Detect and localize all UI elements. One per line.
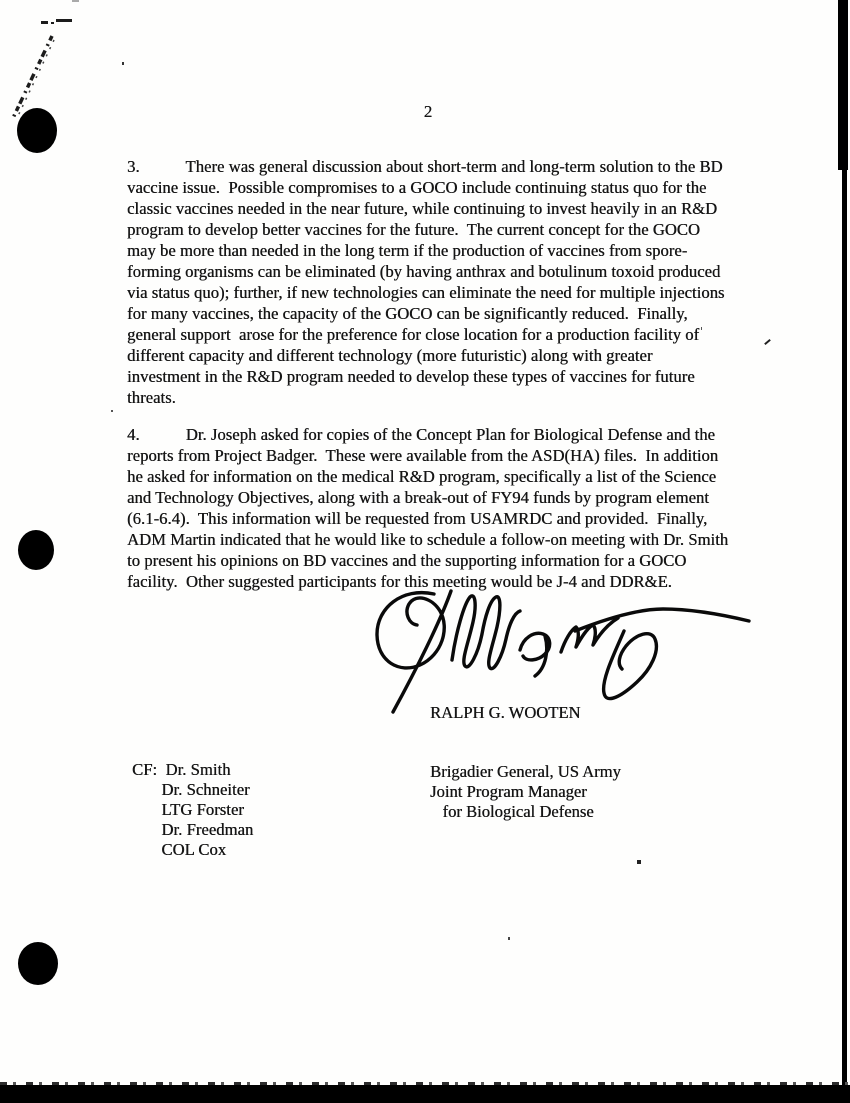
- text-line: different capacity and different technology (more futuristic) along with greater: [127, 346, 653, 365]
- text-line: classic vaccines needed in the near future, while continuing to invest heavily in an R&D: [127, 199, 718, 218]
- text-line: facility. Other suggested participants for this meeting would be J-4 and DDR&E.: [127, 572, 672, 591]
- stray-speck: [122, 62, 124, 65]
- text-line: Brigadier General, US Army: [430, 761, 621, 781]
- text-line: vaccine issue. Possible compromises to a GOCO include continuing status quo for the: [127, 178, 707, 197]
- text-line: forming organisms can be eliminated (by having anthrax and botulinum toxoid produced: [127, 262, 721, 281]
- stray-speck: [72, 0, 79, 2]
- text-line: he asked for information on the medical R&D program, specifically a list of the Science: [127, 467, 717, 486]
- text-line: may be more than needed in the long term if the production of vaccines from spore-: [127, 241, 688, 260]
- text-line: for many vaccines, the capacity of the GOCO can be significantly reduced. Finally,: [127, 304, 688, 323]
- text-line: and Technology Objectives, along with a break-out of FY94 funds by program element: [127, 488, 709, 507]
- signature-block: [430, 663, 621, 861]
- stray-dash-mark: [41, 21, 48, 24]
- text-line: reports from Project Badger. These were available from the ASD(HA) files. In addition: [127, 446, 719, 465]
- stray-tick-mark: [764, 339, 771, 345]
- text-line: for Biological Defense: [430, 801, 594, 821]
- text-line: investment in the R&D program needed to develop these types of vaccines for future: [127, 367, 695, 386]
- text-line: Dr. Schneiter: [132, 780, 250, 799]
- page-number: 2: [423, 102, 433, 121]
- text-line: via status quo); further, if new technologies can eliminate the need for multiple injections: [127, 283, 725, 302]
- stray-dash-mark: [51, 22, 54, 24]
- stray-speck: [111, 410, 113, 412]
- hole-punch-mark-top: [17, 108, 57, 153]
- scanner-edge-bar-right-top: [838, 0, 848, 170]
- stray-speck: [637, 860, 641, 864]
- signer-name: RALPH G. WOOTEN: [430, 702, 581, 722]
- hole-punch-mark-bottom: [18, 942, 58, 985]
- text-line: (6.1-6.4). This information will be requested from USAMRDC and provided. Finally,: [127, 509, 708, 528]
- text-line: 4. Dr. Joseph asked for copies of the Concept Plan for Biological Defense and the: [127, 425, 715, 444]
- signer-title-lines: [430, 762, 621, 821]
- text-line: program to develop better vaccines for the future. The current concept for the GOCO: [127, 220, 700, 239]
- scanner-edge-bar-bottom: [0, 1085, 850, 1103]
- stray-dash-mark: [56, 19, 72, 22]
- text-line: 3. There was general discussion about short-term and long-term solution to the BD: [127, 157, 723, 176]
- stray-speck: [701, 327, 702, 330]
- text-line: COL Cox: [132, 840, 227, 859]
- text-line: general support arose for the preference for close location for a production facility of: [127, 325, 700, 344]
- text-line: LTG Forster: [132, 800, 244, 819]
- text-line: to present his opinions on BD vaccines and the supporting information for a GOCO: [127, 551, 687, 570]
- hole-punch-mark-middle: [18, 530, 54, 570]
- paragraph-4: [127, 424, 728, 592]
- text-line: Dr. Freedman: [132, 820, 254, 839]
- text-line: threats.: [127, 388, 176, 407]
- text-line: CF: Dr. Smith: [132, 760, 231, 779]
- text-line: ADM Martin indicated that he would like to schedule a follow-on meeting with Dr. Smith: [127, 530, 729, 549]
- stray-speck: [508, 937, 510, 940]
- paragraph-3: [127, 156, 724, 408]
- cf-distribution-list: [132, 760, 253, 860]
- text-line: Joint Program Manager: [430, 781, 587, 801]
